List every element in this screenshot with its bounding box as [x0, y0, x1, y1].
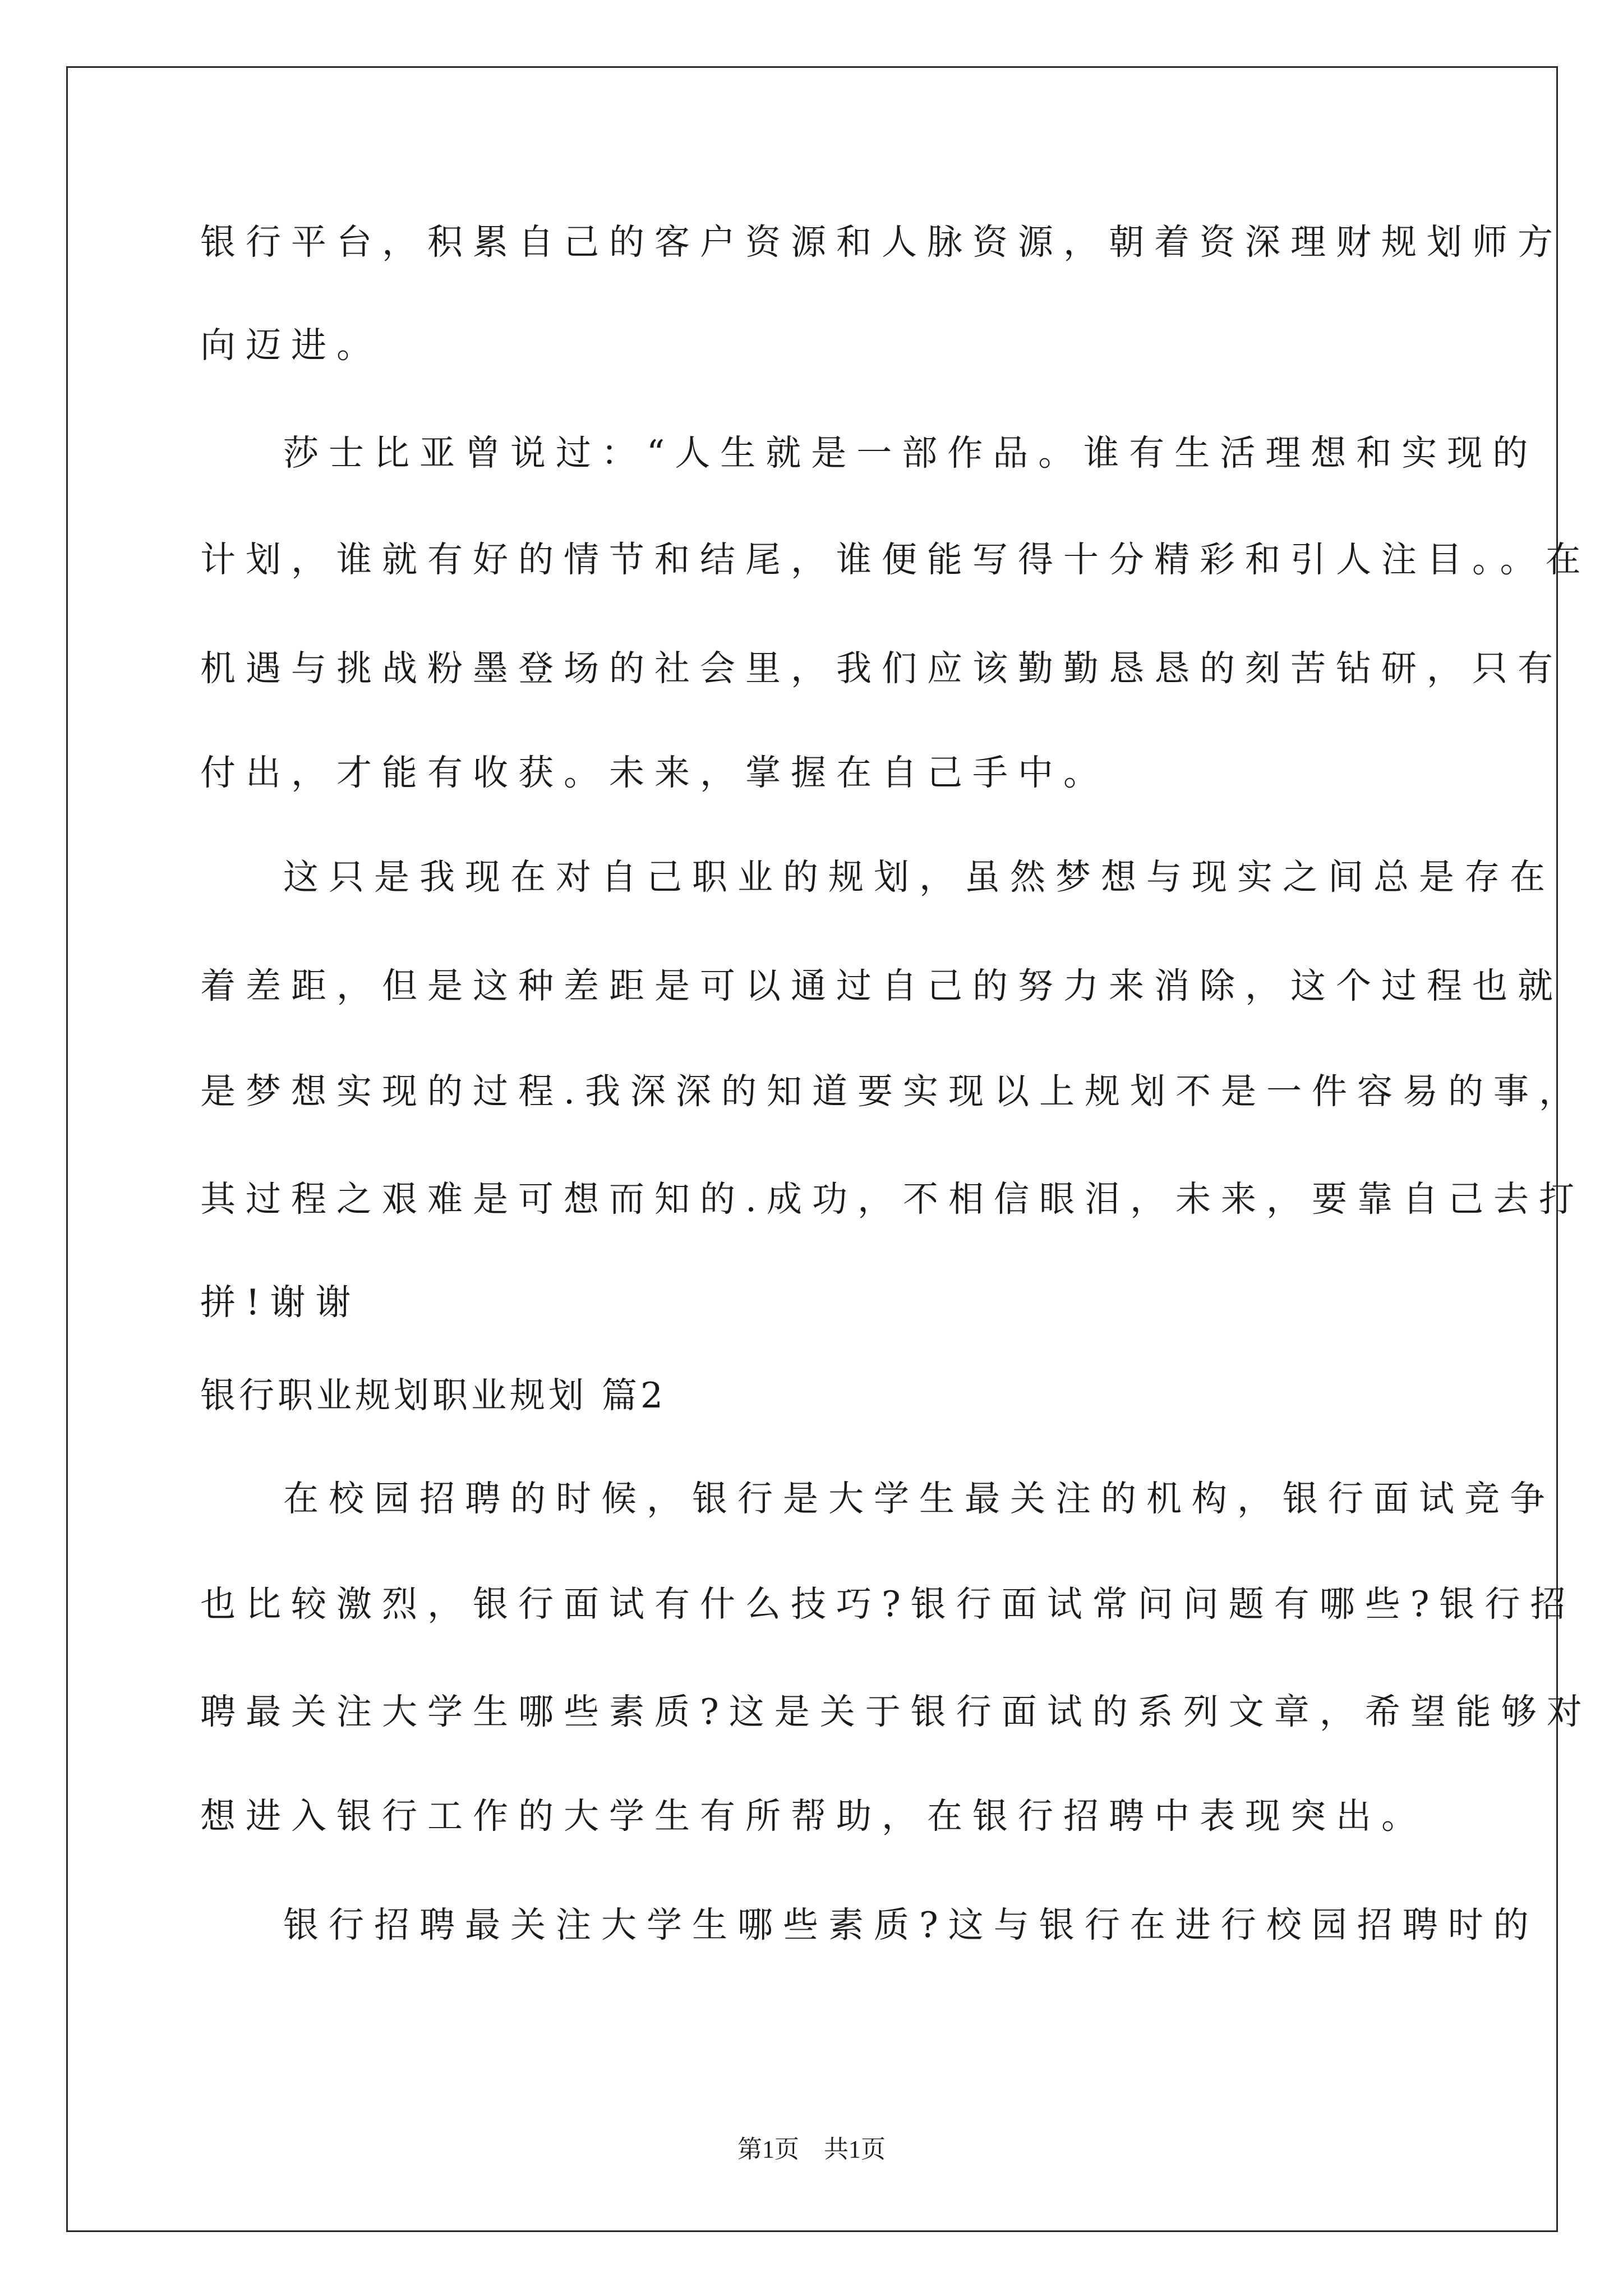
text-line: 银行平台，积累自己的客户资源和人脉资源，朝着资深理财规划师方 — [200, 222, 1563, 263]
text-line: 也比较激烈，银行面试有什么技巧?银行面试常问问题有哪些?银行招 — [200, 1584, 1576, 1625]
paragraph-start-line: 在校园招聘的时候，银行是大学生最关注的机构，银行面试竞争 — [283, 1478, 1555, 1519]
text-line: 着差距，但是这种差距是可以通过自己的努力来消除，这个过程也就 — [200, 965, 1563, 1006]
text-line: 付出，才能有收获。未来，掌握在自己手中。 — [200, 752, 1109, 793]
paragraph-start-line: 银行招聘最关注大学生哪些素质?这与银行在进行校园招聘时的 — [283, 1904, 1539, 1945]
text-line: 向迈进。 — [200, 325, 382, 366]
text-line: 聘最关注大学生哪些素质?这是关于银行面试的系列文章，希望能够对 — [200, 1691, 1592, 1732]
text-line: 想进入银行工作的大学生有所帮助，在银行招聘中表现突出。 — [200, 1796, 1427, 1837]
paragraph-start-line: 莎士比亚曾说过：“人生就是一部作品。谁有生活理想和实现的 — [283, 432, 1538, 473]
section-heading: 银行职业规划职业规划 篇2 — [200, 1375, 667, 1416]
text-line: 拼!谢谢 — [200, 1282, 361, 1323]
text-line: 机遇与挑战粉墨登场的社会里，我们应该勤勤恳恳的刻苦钻研，只有 — [200, 648, 1563, 689]
page-number-footer: 第1页 共1页 — [737, 2136, 886, 2163]
text-line: 计划，谁就有好的情节和结尾，谁便能写得十分精彩和引人注目。。在 — [200, 539, 1591, 580]
text-line: 其过程之艰难是可想而知的.成功，不相信眼泪，未来，要靠自己去打 — [200, 1179, 1585, 1220]
text-line: 是梦想实现的过程.我深深的知道要实现以上规划不是一件容易的事， — [200, 1071, 1585, 1112]
paragraph-start-line: 这只是我现在对自己职业的规划，虽然梦想与现实之间总是存在 — [283, 857, 1555, 898]
